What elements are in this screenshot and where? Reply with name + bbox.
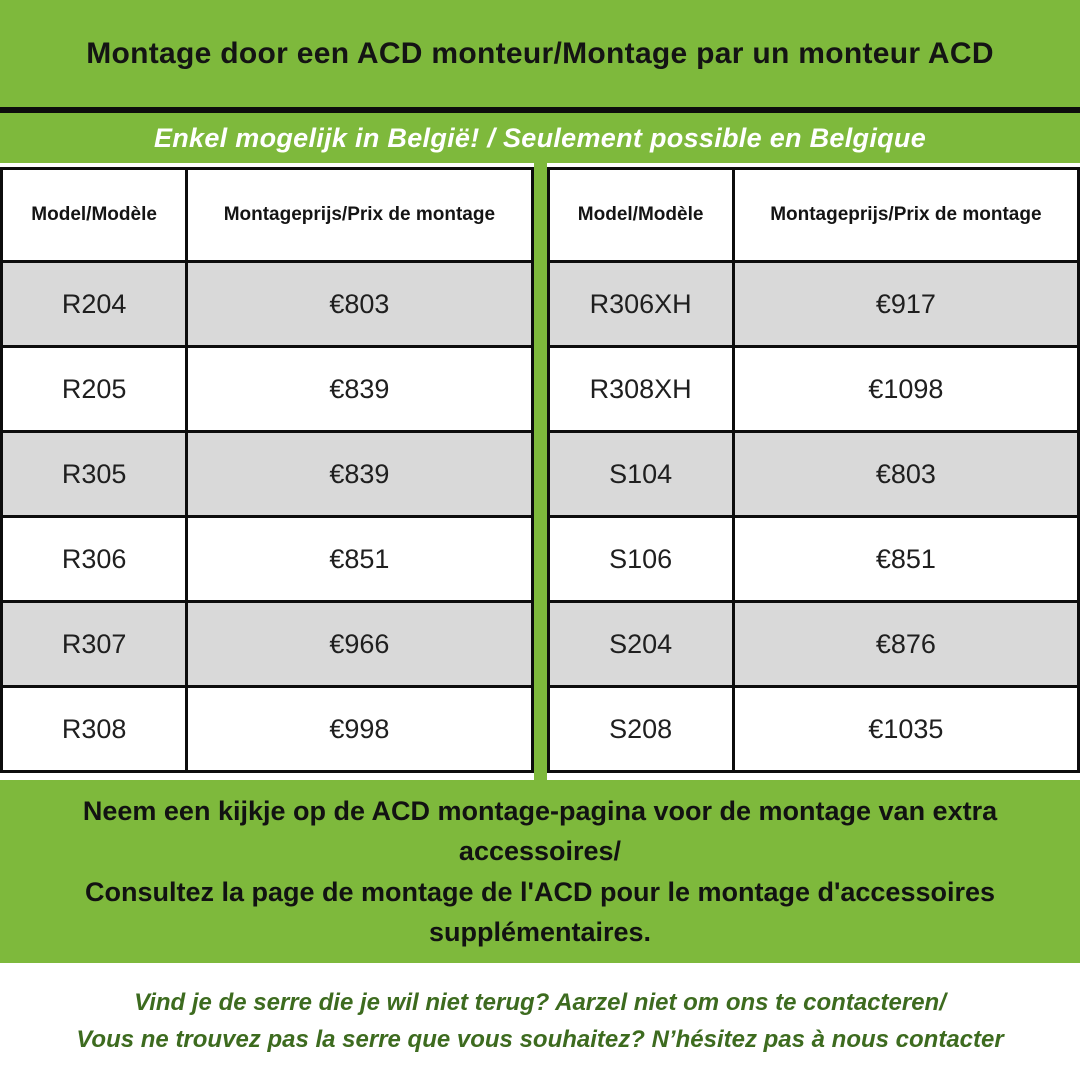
model-cell: R306 [2, 517, 187, 602]
model-cell: S208 [548, 687, 733, 772]
table-row [548, 262, 1079, 347]
footer-band [0, 963, 1080, 1080]
header-row [2, 169, 533, 262]
table-row [2, 432, 533, 517]
model-cell: R307 [2, 602, 187, 687]
subtitle-band [0, 113, 1080, 163]
column-header: Model/Modèle [548, 169, 733, 262]
price-cell: €917 [733, 262, 1078, 347]
column-header: Montageprijs/Prix de montage [733, 169, 1078, 262]
title-band [0, 0, 1080, 107]
table-row [548, 602, 1079, 687]
footer-text-nl: Vind je de serre die je wil niet terug? Aarzel niet om ons te contacteren/ [134, 989, 946, 1016]
price-cell: €803 [187, 262, 532, 347]
table-row [2, 687, 533, 772]
table-row [2, 262, 533, 347]
price-cell: €851 [733, 517, 1078, 602]
model-cell: S106 [548, 517, 733, 602]
price-table-section [0, 163, 1080, 780]
table-row [2, 602, 533, 687]
table-row [548, 432, 1079, 517]
info-text-nl: Neem een kijkje op de ACD montage-pagina voor de montage van extra accessoires/ [82, 795, 998, 866]
header-row [548, 169, 1079, 262]
page-title: Montage door een ACD monteur/Montage par un monteur ACD [86, 36, 994, 70]
table-row [548, 347, 1079, 432]
subtitle-text: Enkel mogelijk in België! / Seulement possible en Belgique [153, 122, 927, 153]
info-band [0, 780, 1080, 963]
model-cell: S204 [548, 602, 733, 687]
model-cell: R308 [2, 687, 187, 772]
column-header: Model/Modèle [2, 169, 187, 262]
model-cell: R305 [2, 432, 187, 517]
price-table-right [547, 167, 1080, 773]
model-cell: R308XH [548, 347, 733, 432]
model-cell: S104 [548, 432, 733, 517]
price-cell: €876 [733, 602, 1078, 687]
price-table-left [0, 167, 534, 773]
model-cell: R205 [2, 347, 187, 432]
table-row [548, 687, 1079, 772]
price-cell: €839 [187, 347, 532, 432]
price-cell: €998 [187, 687, 532, 772]
table-row [2, 347, 533, 432]
price-cell: €803 [733, 432, 1078, 517]
vertical-green-divider [534, 163, 547, 780]
model-cell: R204 [2, 262, 187, 347]
table-row [548, 517, 1079, 602]
price-cell: €966 [187, 602, 532, 687]
column-header: Montageprijs/Prix de montage [187, 169, 532, 262]
model-cell: R306XH [548, 262, 733, 347]
info-text-fr: Consultez la page de montage de l'ACD pour le montage d'accessoires supplémentaires. [84, 876, 996, 947]
table-row [2, 517, 533, 602]
price-cell: €851 [187, 517, 532, 602]
price-cell: €1098 [733, 347, 1078, 432]
price-cell: €839 [187, 432, 532, 517]
price-cell: €1035 [733, 687, 1078, 772]
footer-text-fr: Vous ne trouvez pas la serre que vous souhaitez? N’hésitez pas à nous contacter [76, 1026, 1004, 1053]
